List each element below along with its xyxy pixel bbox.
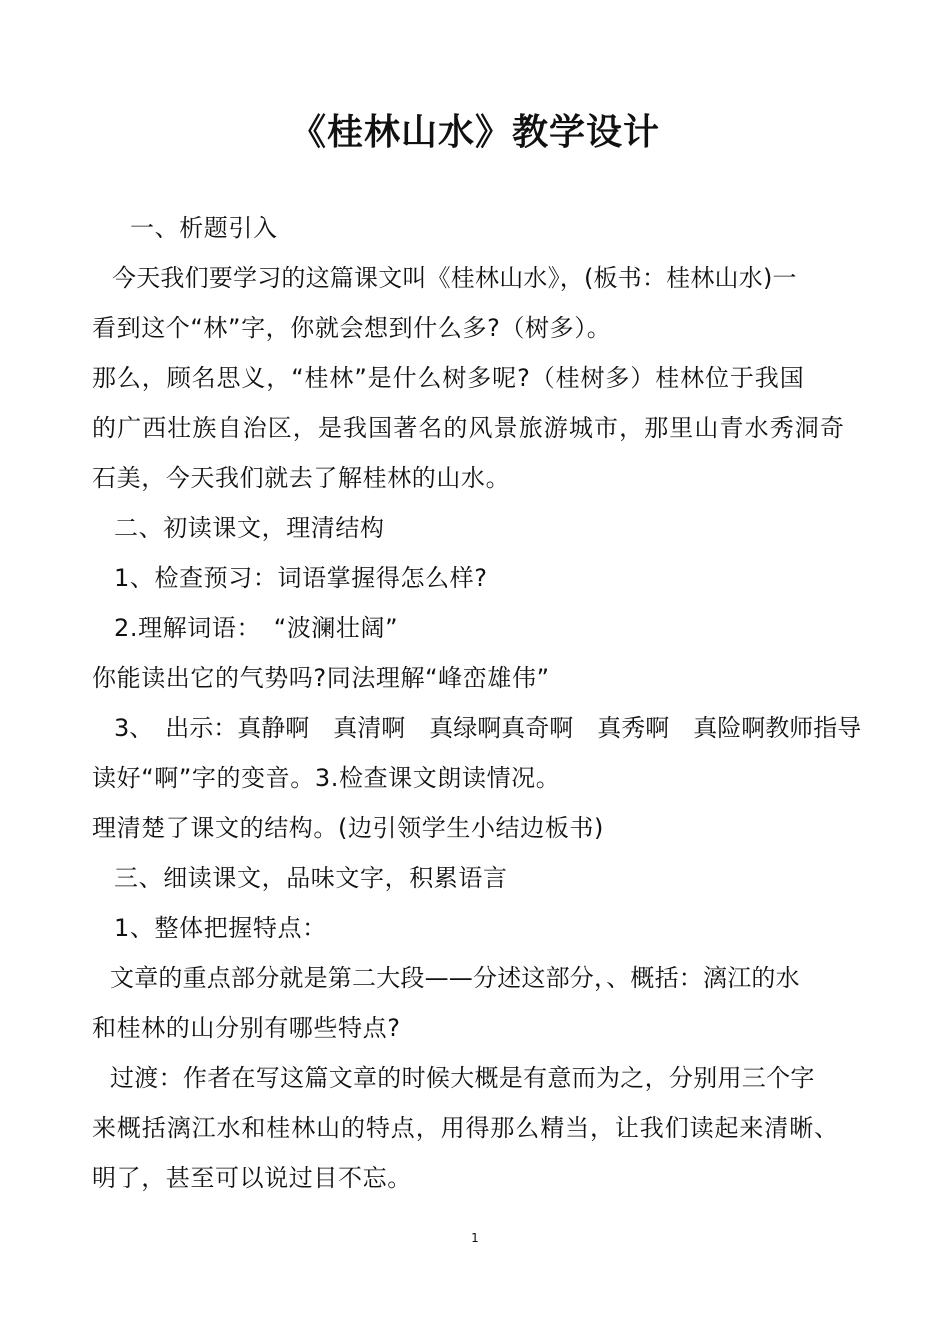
paragraph-line: 那么，顾名思义，“桂林”是什么树多呢?（桂树多）桂林位于我国 (92, 364, 805, 392)
paragraph-line: 的广西壮族自治区，是我国著名的风景旅游城市，那里山青水秀洞奇 (92, 414, 845, 442)
paragraph-line: 石美，今天我们就去了解桂林的山水。 (92, 464, 511, 492)
list-item: 1、检查预习：词语掌握得怎么样? (114, 564, 488, 592)
section-heading-2: 二、初读课文，理清结构 (114, 514, 385, 542)
paragraph-line: 你能读出它的气势吗?同法理解“峰峦雄伟” (92, 664, 550, 692)
section-heading-1: 一、析题引入 (130, 214, 278, 242)
section-heading-3: 三、细读课文，品味文字，积累语言 (114, 864, 508, 892)
paragraph-line: 明了，甚至可以说过目不忘。 (92, 1164, 412, 1192)
paragraph-line: 读好“啊”字的变音。3.检查课文朗读情况。 (92, 764, 561, 792)
paragraph-line: 理清楚了课文的结构。(边引领学生小结边板书) (92, 814, 604, 842)
paragraph-line: 文章的重点部分就是第二大段——分述这部分，、概括：漓江的水 (110, 964, 800, 992)
paragraph-line: 来概括漓江水和桂林山的特点，用得那么精当，让我们读起来清晰、 (92, 1114, 839, 1142)
list-item: 2.理解词语： “波澜壮阔” (114, 614, 399, 642)
list-item: 1、整体把握特点： (114, 914, 327, 942)
paragraph-line: 今天我们要学习的这篇课文叫《桂林山水》，(板书：桂林山水)一 (112, 264, 797, 292)
list-item: 3、 出示：真静啊 真清啊 真绿啊真奇啊 真秀啊 真险啊教师指导 (114, 714, 862, 742)
paragraph-line: 看到这个“林”字，你就会想到什么多?（树多）。 (92, 314, 612, 342)
paragraph-line: 和桂林的山分别有哪些特点? (92, 1014, 401, 1042)
paragraph-line: 过渡：作者在写这篇文章的时候大概是有意而为之，分别用三个字 (110, 1064, 815, 1092)
document-title: 《桂林山水》教学设计 (289, 112, 660, 153)
page-number: 1 (471, 1231, 479, 1245)
